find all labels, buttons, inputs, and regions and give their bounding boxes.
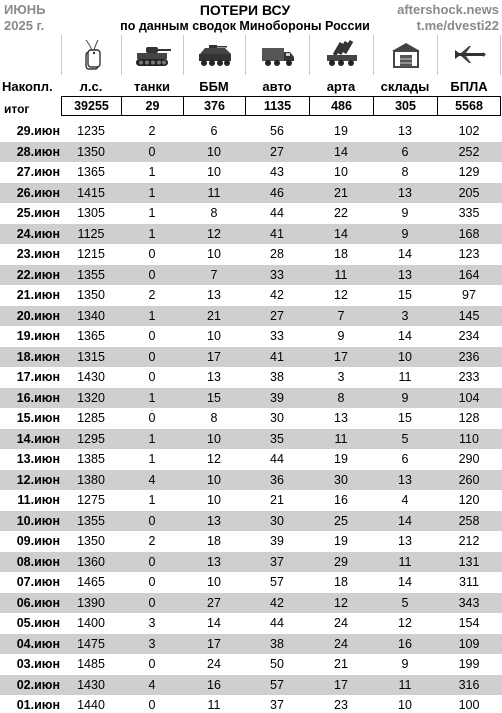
- header-artillery: арта: [326, 79, 356, 94]
- cell-artillery: 17: [334, 677, 348, 692]
- cell-depots: 13: [398, 124, 412, 138]
- table-row: [0, 675, 502, 696]
- cell-tanks: 0: [148, 513, 156, 528]
- cell-tanks: 1: [148, 493, 156, 507]
- cell-personnel: 1415: [77, 185, 105, 200]
- table-row: [0, 121, 502, 142]
- totals-row: [0, 96, 502, 116]
- row-date: 07.июн: [16, 575, 60, 589]
- row-date: 12.июн: [16, 472, 60, 487]
- cell-tanks: 1: [148, 390, 156, 405]
- cell-vehicles: 56: [270, 124, 284, 138]
- table-row: [0, 572, 502, 593]
- year-label: 2025 г.: [4, 18, 45, 33]
- cell-personnel: 1475: [77, 636, 105, 651]
- table-row: [0, 695, 502, 713]
- cell-personnel: 1380: [77, 472, 105, 487]
- cell-tanks: 0: [148, 247, 156, 261]
- cell-tanks: 4: [148, 677, 156, 692]
- row-date: 18.июн: [16, 349, 60, 364]
- cell-vehicles: 46: [270, 185, 284, 200]
- cell-ifv: 6: [210, 124, 218, 138]
- cell-artillery: 14: [334, 144, 348, 159]
- row-date: 10.июн: [16, 513, 60, 528]
- row-date: 08.июн: [16, 554, 60, 569]
- row-date: 24.июн: [16, 226, 60, 241]
- row-date: 04.июн: [16, 636, 60, 651]
- cell-vehicles: 57: [270, 677, 284, 692]
- header-depots: склады: [380, 79, 430, 94]
- cell-tanks: 0: [148, 575, 156, 589]
- table-row: [0, 142, 502, 163]
- cell-vehicles: 42: [270, 288, 284, 302]
- cell-vehicles: 36: [270, 472, 284, 487]
- cell-personnel: 1320: [77, 390, 105, 405]
- cell-drones: 110: [459, 431, 479, 446]
- total-tanks: 29: [121, 96, 184, 116]
- cell-ifv: 12: [207, 452, 221, 466]
- cell-artillery: 21: [334, 185, 348, 200]
- header-tanks: танки: [134, 79, 170, 94]
- cell-personnel: 1305: [77, 206, 105, 220]
- cell-ifv: 10: [207, 431, 221, 446]
- row-date: 01.июн: [16, 698, 60, 712]
- cell-vehicles: 37: [270, 554, 284, 569]
- cell-tanks: 1: [148, 185, 156, 200]
- table-row: [0, 552, 502, 573]
- cell-tanks: 0: [148, 329, 156, 343]
- row-date: 11.июн: [17, 493, 60, 507]
- cell-personnel: 1125: [77, 226, 105, 241]
- daily-rows: [0, 121, 502, 713]
- header-ifv: ББМ: [199, 79, 229, 94]
- cell-ifv: 13: [207, 288, 221, 302]
- cell-artillery: 17: [334, 349, 348, 364]
- row-date: 23.июн: [16, 247, 60, 261]
- cell-artillery: 25: [334, 513, 348, 528]
- table-row: [0, 449, 502, 470]
- cell-ifv: 10: [207, 329, 221, 343]
- cell-drones: 234: [458, 329, 480, 343]
- cell-depots: 9: [401, 657, 409, 671]
- cell-depots: 5: [401, 431, 409, 446]
- cell-drones: 123: [458, 247, 480, 261]
- cell-drones: 260: [458, 472, 480, 487]
- cell-depots: 16: [398, 636, 412, 651]
- table-row: [0, 490, 502, 511]
- cell-drones: 145: [458, 308, 480, 323]
- cell-depots: 6: [401, 144, 409, 159]
- cell-tanks: 3: [148, 636, 156, 651]
- cell-artillery: 18: [334, 247, 348, 261]
- cell-vehicles: 42: [270, 595, 284, 610]
- cell-ifv: 15: [207, 390, 221, 405]
- cell-drones: 316: [458, 677, 480, 692]
- cell-artillery: 11: [334, 431, 348, 446]
- table-row: [0, 470, 502, 491]
- cell-personnel: 1350: [77, 534, 105, 548]
- table-row: [0, 634, 502, 655]
- warehouse-icon: [373, 35, 437, 75]
- cell-vehicles: 44: [270, 616, 284, 630]
- cell-personnel: 1485: [77, 657, 105, 671]
- cell-drones: 102: [458, 124, 480, 138]
- total-ifv: 376: [183, 96, 246, 116]
- cell-depots: 10: [398, 349, 412, 364]
- row-date: 28.июн: [16, 144, 60, 159]
- drone-icon: [437, 35, 501, 75]
- cell-personnel: 1355: [77, 513, 105, 528]
- page-title-block: [100, 2, 390, 35]
- cell-vehicles: 27: [270, 308, 284, 323]
- cell-ifv: 10: [207, 472, 221, 487]
- cell-tanks: 4: [148, 472, 156, 487]
- cell-ifv: 14: [207, 616, 221, 630]
- cell-vehicles: 39: [270, 534, 284, 548]
- cell-depots: 13: [398, 267, 412, 282]
- cell-ifv: 27: [207, 595, 221, 610]
- table-row: [0, 265, 502, 286]
- row-date: 27.июн: [16, 165, 60, 179]
- cell-tanks: 0: [148, 698, 156, 712]
- total-depots: 305: [373, 96, 438, 116]
- cell-vehicles: 33: [270, 329, 284, 343]
- cell-ifv: 17: [207, 636, 221, 651]
- cell-drones: 290: [458, 452, 480, 466]
- cell-depots: 5: [401, 595, 409, 610]
- cell-drones: 335: [458, 206, 480, 220]
- cell-ifv: 8: [210, 206, 218, 220]
- cell-artillery: 3: [337, 370, 345, 384]
- cell-artillery: 10: [334, 165, 348, 179]
- table-row: [0, 511, 502, 532]
- cell-ifv: 16: [207, 677, 221, 692]
- cell-personnel: 1295: [77, 431, 105, 446]
- cell-artillery: 8: [337, 390, 345, 405]
- row-date: 15.июн: [16, 411, 60, 425]
- cell-drones: 212: [458, 534, 480, 548]
- cell-personnel: 1215: [77, 247, 105, 261]
- cell-vehicles: 27: [270, 144, 284, 159]
- tank-icon: [121, 35, 183, 75]
- row-date: 20.июн: [16, 308, 60, 323]
- cell-vehicles: 37: [270, 698, 284, 712]
- table-row: [0, 203, 502, 224]
- cell-artillery: 19: [334, 534, 348, 548]
- cell-depots: 14: [398, 329, 412, 343]
- cell-artillery: 12: [334, 595, 348, 610]
- cell-depots: 15: [398, 411, 412, 425]
- cell-depots: 3: [401, 308, 409, 323]
- total-personnel: 39255: [61, 96, 122, 116]
- cell-depots: 11: [398, 554, 412, 569]
- table-row: [0, 224, 502, 245]
- row-date: 13.июн: [16, 452, 60, 466]
- cell-ifv: 12: [207, 226, 221, 241]
- cell-vehicles: 30: [270, 513, 284, 528]
- cell-artillery: 21: [334, 657, 348, 671]
- cell-vehicles: 50: [270, 657, 284, 671]
- cell-drones: 104: [458, 390, 480, 405]
- cell-tanks: 3: [148, 616, 156, 630]
- cell-ifv: 13: [207, 554, 221, 569]
- row-date: 16.июн: [16, 390, 60, 405]
- cell-drones: 164: [458, 267, 480, 282]
- row-date: 06.июн: [16, 595, 60, 610]
- cell-personnel: 1360: [77, 554, 105, 569]
- table-row: [0, 654, 502, 675]
- cell-artillery: 23: [334, 698, 348, 712]
- cell-tanks: 1: [148, 431, 156, 446]
- cell-ifv: 10: [207, 575, 221, 589]
- cell-ifv: 13: [207, 370, 221, 384]
- cell-drones: 199: [458, 657, 480, 671]
- cell-ifv: 10: [207, 247, 221, 261]
- cell-tanks: 1: [148, 206, 156, 220]
- cell-ifv: 10: [207, 493, 221, 507]
- cell-vehicles: 38: [270, 636, 284, 651]
- cell-drones: 252: [458, 144, 480, 159]
- cell-tanks: 0: [148, 411, 156, 425]
- table-row: [0, 613, 502, 634]
- cell-artillery: 12: [334, 288, 348, 302]
- page-title: ПОТЕРИ ВСУ: [199, 2, 291, 18]
- header-vehicles: авто: [262, 79, 292, 94]
- cell-ifv: 7: [210, 267, 218, 282]
- cell-ifv: 10: [207, 144, 221, 159]
- total-vehicles: 1135: [245, 96, 310, 116]
- table-row: [0, 367, 502, 388]
- cell-drones: 100: [458, 698, 480, 712]
- period-label: [4, 2, 45, 34]
- cell-ifv: 13: [207, 513, 221, 528]
- cell-vehicles: 41: [270, 349, 284, 364]
- cell-ifv: 18: [207, 534, 221, 548]
- cell-personnel: 1400: [77, 616, 105, 630]
- artillery-icon: [309, 35, 373, 75]
- cell-depots: 14: [398, 247, 412, 261]
- cell-drones: 236: [458, 349, 480, 364]
- table-row: [0, 183, 502, 204]
- header-drones: БПЛА: [450, 79, 488, 94]
- cell-tanks: 0: [148, 657, 156, 671]
- table-row: [0, 347, 502, 368]
- row-date: 21.июн: [16, 288, 60, 302]
- cell-artillery: 9: [337, 329, 345, 343]
- cell-personnel: 1365: [77, 329, 105, 343]
- cell-personnel: 1440: [77, 698, 105, 712]
- table-row: [0, 531, 502, 552]
- cell-artillery: 14: [334, 226, 348, 241]
- cell-artillery: 30: [334, 472, 348, 487]
- cell-ifv: 24: [207, 657, 221, 671]
- cell-tanks: 1: [148, 226, 156, 241]
- cell-depots: 6: [401, 452, 409, 466]
- cell-depots: 11: [398, 370, 412, 384]
- cell-ifv: 10: [207, 165, 221, 179]
- row-date: 19.июн: [16, 329, 60, 343]
- cell-drones: 128: [458, 411, 480, 425]
- total-artillery: 486: [309, 96, 374, 116]
- cell-depots: 9: [401, 226, 409, 241]
- table-row: [0, 244, 502, 265]
- cell-personnel: 1315: [77, 349, 105, 364]
- row-date: 17.июн: [16, 370, 60, 384]
- cell-vehicles: 21: [270, 493, 284, 507]
- cell-artillery: 19: [334, 124, 348, 138]
- cell-drones: 154: [458, 616, 480, 630]
- cell-depots: 13: [398, 534, 412, 548]
- source-channel: t.me/dvesti22: [416, 18, 499, 33]
- cell-personnel: 1350: [77, 144, 105, 159]
- cell-drones: 109: [458, 636, 480, 651]
- cell-ifv: 8: [210, 411, 218, 425]
- cell-tanks: 2: [148, 124, 156, 138]
- cell-artillery: 22: [334, 206, 348, 220]
- cell-tanks: 0: [148, 595, 156, 610]
- cell-personnel: 1430: [77, 677, 105, 692]
- cell-vehicles: 30: [270, 411, 284, 425]
- totals-label: итог: [4, 102, 30, 116]
- cell-depots: 14: [398, 513, 412, 528]
- cell-tanks: 2: [148, 288, 156, 302]
- cell-vehicles: 44: [270, 452, 284, 466]
- cell-ifv: 11: [207, 185, 221, 200]
- cell-depots: 4: [401, 493, 409, 507]
- table-row: [0, 388, 502, 409]
- table-row: [0, 306, 502, 327]
- cell-artillery: 19: [334, 452, 348, 466]
- cell-artillery: 16: [334, 493, 348, 507]
- cell-personnel: 1285: [77, 411, 105, 425]
- cell-artillery: 24: [334, 636, 348, 651]
- cell-depots: 9: [401, 206, 409, 220]
- page-subtitle: по данным сводок Минобороны России: [120, 19, 370, 33]
- cell-vehicles: 38: [270, 370, 284, 384]
- cell-tanks: 0: [148, 144, 156, 159]
- row-date: 02.июн: [16, 677, 60, 692]
- cell-personnel: 1275: [77, 493, 105, 507]
- row-date: 14.июн: [16, 431, 60, 446]
- row-date: 26.июн: [16, 185, 60, 200]
- row-date: 09.июн: [16, 534, 60, 548]
- table-row: [0, 326, 502, 347]
- column-headers: [0, 79, 502, 95]
- cell-depots: 10: [398, 698, 412, 712]
- row-date: 22.июн: [16, 267, 60, 282]
- cell-depots: 13: [398, 185, 412, 200]
- row-date: 03.июн: [16, 657, 60, 671]
- cell-ifv: 21: [207, 308, 221, 323]
- cell-vehicles: 33: [270, 267, 284, 282]
- row-date: 05.июн: [16, 616, 60, 630]
- cell-personnel: 1365: [77, 165, 105, 179]
- cell-artillery: 29: [334, 554, 348, 569]
- cell-depots: 8: [401, 165, 409, 179]
- cell-personnel: 1355: [77, 267, 105, 282]
- cell-ifv: 17: [207, 349, 221, 364]
- cell-depots: 14: [398, 575, 412, 589]
- cell-depots: 12: [398, 616, 412, 630]
- source-block: [397, 2, 499, 34]
- source-site: aftershock.news: [397, 2, 499, 17]
- table-row: [0, 429, 502, 450]
- table-row: [0, 408, 502, 429]
- cell-tanks: 1: [148, 165, 156, 179]
- header-personnel: л.с.: [79, 79, 103, 94]
- cell-tanks: 1: [148, 308, 156, 323]
- cell-vehicles: 39: [270, 390, 284, 405]
- cell-ifv: 11: [207, 698, 221, 712]
- total-drones: 5568: [437, 96, 501, 116]
- cell-personnel: 1340: [77, 308, 105, 323]
- cell-drones: 120: [458, 493, 480, 507]
- cell-depots: 13: [398, 472, 412, 487]
- table-row: [0, 593, 502, 614]
- cumulative-label: Накопл.: [2, 79, 53, 94]
- month-label: ИЮНЬ: [4, 2, 46, 17]
- column-icons-row: [0, 35, 502, 75]
- truck-icon: [245, 35, 309, 75]
- dog-tag-icon: [61, 35, 121, 75]
- cell-personnel: 1430: [77, 370, 105, 384]
- cell-tanks: 2: [148, 534, 156, 548]
- cell-artillery: 24: [334, 616, 348, 630]
- cell-vehicles: 35: [270, 431, 284, 446]
- cell-vehicles: 43: [270, 165, 284, 179]
- cell-tanks: 0: [148, 370, 156, 384]
- cell-artillery: 11: [334, 267, 348, 282]
- cell-drones: 168: [458, 226, 480, 241]
- cell-artillery: 7: [337, 308, 345, 323]
- cell-tanks: 0: [148, 349, 156, 364]
- cell-tanks: 1: [148, 452, 156, 466]
- cell-artillery: 18: [334, 575, 348, 589]
- cell-personnel: 1350: [77, 288, 105, 302]
- cell-drones: 311: [459, 575, 479, 589]
- cell-tanks: 0: [148, 267, 156, 282]
- cell-vehicles: 57: [270, 575, 284, 589]
- cell-vehicles: 28: [270, 247, 284, 261]
- cell-tanks: 0: [148, 554, 156, 569]
- cell-personnel: 1465: [77, 575, 105, 589]
- cell-drones: 343: [458, 595, 480, 610]
- cell-artillery: 13: [334, 411, 348, 425]
- bmp-icon: [183, 35, 245, 75]
- table-row: [0, 285, 502, 306]
- cell-depots: 15: [398, 288, 412, 302]
- cell-drones: 131: [458, 554, 480, 569]
- cell-drones: 97: [462, 288, 476, 302]
- cell-drones: 205: [458, 185, 480, 200]
- cell-vehicles: 41: [270, 226, 284, 241]
- cell-drones: 233: [458, 370, 480, 384]
- cell-depots: 9: [401, 390, 409, 405]
- table-row: [0, 162, 502, 183]
- row-date: 29.июн: [16, 124, 60, 138]
- cell-depots: 11: [398, 677, 412, 692]
- cell-drones: 129: [458, 165, 480, 179]
- cell-personnel: 1390: [77, 595, 105, 610]
- cell-personnel: 1385: [77, 452, 105, 466]
- cell-personnel: 1235: [77, 124, 105, 138]
- row-date: 25.июн: [16, 206, 60, 220]
- cell-drones: 258: [458, 513, 480, 528]
- cell-vehicles: 44: [270, 206, 284, 220]
